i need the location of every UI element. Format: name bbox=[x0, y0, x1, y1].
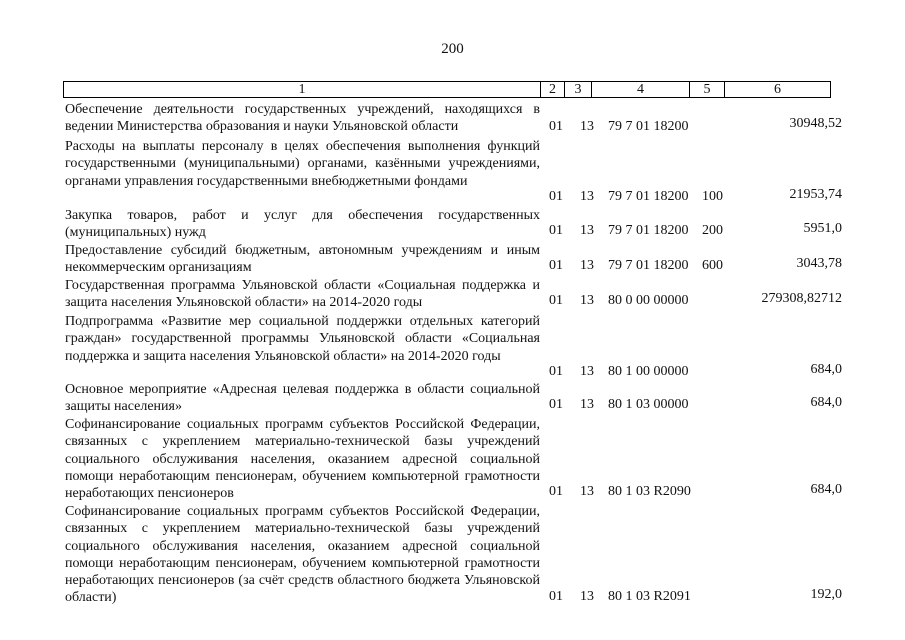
row-target-code: 80 1 03 R2091 bbox=[608, 589, 691, 604]
page-number: 200 bbox=[441, 41, 464, 57]
row-expense-type: 600 bbox=[702, 258, 723, 273]
header-col-5: 5 bbox=[690, 82, 725, 98]
row-target-code: 80 1 03 R2090 bbox=[608, 484, 691, 499]
row-target-code: 80 1 00 00000 bbox=[608, 364, 689, 379]
row-amount: 30948,52 bbox=[789, 116, 842, 131]
row-target-code: 79 7 01 18200 bbox=[608, 223, 689, 238]
header-col-6: 6 bbox=[725, 82, 831, 98]
row-section: 01 bbox=[549, 364, 563, 379]
row-target-code: 79 7 01 18200 bbox=[608, 119, 689, 134]
row-description: Закупка товаров, работ и услуг для обеспечения государственных (муниципальных) нужд bbox=[65, 208, 540, 241]
header-col-4: 4 bbox=[592, 82, 690, 98]
row-amount: 684,0 bbox=[810, 482, 842, 497]
row-amount: 279308,82712 bbox=[761, 291, 842, 306]
row-target-code: 80 0 00 00000 bbox=[608, 293, 689, 308]
row-description: Софинансирование социальных программ субъектов Российской Федерации, связанных с укреплением материально-технической базы учреждений социального обслуживания населения, оказанием адресной социальной помощи неработающим пенсионерам, обучением компьютерной грамотности неработающих пенсионеров bbox=[65, 417, 540, 502]
row-description: Софинансирование социальных программ субъектов Российской Федерации, связанных с укреплением материально-технической базы учреждений социального обслуживания населения, оказанием адресной социальной помощи неработающим пенсионерам, обучением компьютерной грамотности неработающих пенсионеров (за счёт средств областного бюджета Ульяновской области) bbox=[65, 504, 540, 606]
header-col-3: 3 bbox=[565, 82, 592, 98]
row-subsection: 13 bbox=[580, 293, 594, 308]
header-col-2: 2 bbox=[541, 82, 565, 98]
row-target-code: 79 7 01 18200 bbox=[608, 258, 689, 273]
row-section: 01 bbox=[549, 223, 563, 238]
header-col-1: 1 bbox=[64, 82, 541, 98]
row-amount: 192,0 bbox=[810, 587, 842, 602]
row-description: Подпрограмма «Развитие мер социальной поддержки отдельных категорий граждан» государственной программы Ульяновской области «Социальная поддержка и защита населения Ульяновской области» на 2014-2020 годы bbox=[65, 314, 540, 364]
row-subsection: 13 bbox=[580, 364, 594, 379]
row-section: 01 bbox=[549, 397, 563, 412]
row-amount: 684,0 bbox=[810, 395, 842, 410]
row-section: 01 bbox=[549, 589, 563, 604]
row-target-code: 80 1 03 00000 bbox=[608, 397, 689, 412]
row-subsection: 13 bbox=[580, 189, 594, 204]
row-amount: 3043,78 bbox=[796, 256, 842, 271]
row-section: 01 bbox=[549, 258, 563, 273]
row-expense-type: 100 bbox=[702, 189, 723, 204]
row-description: Предоставление субсидий бюджетным, автономным учреждениям и иным некоммерческим организациям bbox=[65, 243, 540, 276]
row-target-code: 79 7 01 18200 bbox=[608, 189, 689, 204]
row-subsection: 13 bbox=[580, 397, 594, 412]
row-subsection: 13 bbox=[580, 258, 594, 273]
row-amount: 21953,74 bbox=[789, 187, 842, 202]
row-section: 01 bbox=[549, 484, 563, 499]
row-amount: 684,0 bbox=[810, 362, 842, 377]
row-expense-type: 200 bbox=[702, 223, 723, 238]
row-description: Государственная программа Ульяновской области «Социальная поддержка и защита населения Ульяновской области» на 2014-2020 годы bbox=[65, 278, 540, 311]
row-section: 01 bbox=[549, 119, 563, 134]
row-subsection: 13 bbox=[580, 223, 594, 238]
row-subsection: 13 bbox=[580, 484, 594, 499]
row-description: Расходы на выплаты персоналу в целях обеспечения выполнения функций государственными (муниципальными) органами, казёнными учреждениями, органами управления государственными внебюджетными фондами bbox=[65, 139, 540, 189]
row-subsection: 13 bbox=[580, 119, 594, 134]
table-header bbox=[63, 81, 831, 98]
row-subsection: 13 bbox=[580, 589, 594, 604]
row-description: Обеспечение деятельности государственных учреждений, находящихся в ведении Министерства образования и науки Ульяновской области bbox=[65, 102, 540, 135]
row-amount: 5951,0 bbox=[803, 221, 842, 236]
row-section: 01 bbox=[549, 293, 563, 308]
row-description: Основное мероприятие «Адресная целевая поддержка в области социальной защиты населения» bbox=[65, 382, 540, 415]
row-section: 01 bbox=[549, 189, 563, 204]
